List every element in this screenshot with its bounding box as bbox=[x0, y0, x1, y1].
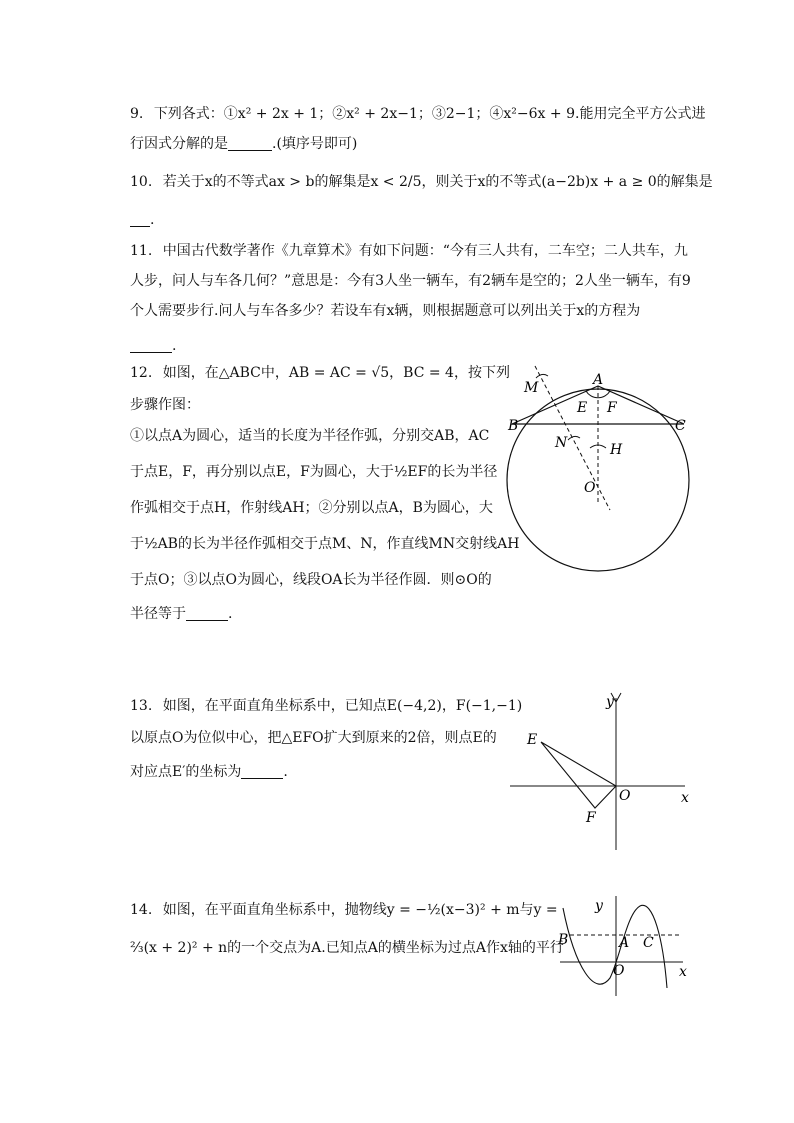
answer-blank bbox=[130, 212, 150, 227]
label-y: y bbox=[606, 694, 614, 710]
q11-line-1 bbox=[130, 241, 688, 261]
label-o: O bbox=[584, 480, 596, 496]
q13-line-3 bbox=[130, 762, 288, 782]
answer-blank bbox=[241, 764, 283, 779]
q12-line-4 bbox=[130, 462, 497, 482]
q9-line-1 bbox=[130, 104, 705, 124]
q13-text-3-suffix: . bbox=[283, 764, 288, 780]
arc-m bbox=[536, 374, 548, 378]
arc-n bbox=[568, 436, 580, 440]
label-b: B bbox=[558, 932, 569, 948]
q13-figure bbox=[505, 690, 700, 855]
q11-line-2 bbox=[130, 271, 691, 291]
answer-blank bbox=[228, 136, 272, 151]
q11-number: 11. bbox=[130, 243, 153, 259]
label-h: H bbox=[610, 442, 623, 458]
q12-text-6: 于½AB的长为半径作弧相交于点M、N，作直线MN交射线AH bbox=[130, 536, 520, 552]
q12-line-1 bbox=[130, 363, 510, 383]
q9-text-2-suffix: .(填序号即可) bbox=[272, 136, 358, 152]
q9-line-2 bbox=[130, 134, 357, 154]
label-n: N bbox=[555, 435, 568, 451]
q10-text-1: 若关于x的不等式ax > b的解集是x < 2/5，则关于x的不等式(a−2b)x + a ≥ 0的解集是 bbox=[162, 174, 713, 190]
q12-line-5 bbox=[130, 498, 493, 518]
q11-text-2: 人步，问人与车各几何？”意思是：今有3人坐一辆车，有2辆车是空的；2人坐一辆车，有9 bbox=[130, 273, 691, 289]
q10-line-1 bbox=[130, 172, 713, 192]
arc-h bbox=[590, 445, 606, 448]
q13-text-2: 以原点O为位似中心，把△EFO扩大到原来的2倍，则点E的 bbox=[130, 730, 497, 746]
q12-line-6 bbox=[130, 534, 519, 554]
q13-number: 13. bbox=[130, 698, 153, 714]
label-e: E bbox=[527, 732, 538, 748]
q14-text-1: 如图，在平面直角坐标系中，抛物线y = −½(x−3)² + m与y = bbox=[162, 902, 558, 918]
q12-text-1: 如图，在△ABC中，AB = AC = √5，BC = 4，按下列 bbox=[162, 365, 510, 381]
label-a: A bbox=[593, 372, 604, 388]
q11-text-4-suffix: . bbox=[172, 338, 177, 354]
label-x: x bbox=[681, 790, 689, 806]
q13-text-1: 如图，在平面直角坐标系中，已知点E(−4,2)，F(−1,−1) bbox=[162, 698, 523, 714]
q12-text-2: 步骤作图： bbox=[130, 397, 200, 413]
q14-figure bbox=[555, 888, 695, 998]
q10-text-2-suffix: . bbox=[150, 212, 155, 228]
q12-line-3 bbox=[130, 426, 489, 446]
label-o: O bbox=[613, 963, 625, 979]
label-f: F bbox=[607, 400, 617, 416]
q12-text-4: 于点E，F，再分别以点E，F为圆心，大于½EF的长为半径 bbox=[130, 464, 498, 480]
q13-text-3-prefix: 对应点E′的坐标为 bbox=[130, 764, 242, 780]
q14-text-2: ⅔(x + 2)² + n的一个交点为A.已知点A的横坐标为过点A作x轴的平行 bbox=[130, 940, 564, 956]
q13-line-2 bbox=[130, 728, 497, 748]
q12-figure bbox=[500, 360, 700, 580]
q14-line-1 bbox=[130, 900, 558, 920]
q12-number: 12. bbox=[130, 365, 153, 381]
q12-text-8-prefix: 半径等于 bbox=[130, 606, 186, 622]
label-o: O bbox=[619, 788, 631, 804]
label-e: E bbox=[577, 400, 588, 416]
answer-blank bbox=[186, 606, 228, 621]
label-c: C bbox=[643, 935, 654, 951]
q12-text-5: 作弧相交于点H，作射线AH；②分别以点A，B为圆心，大 bbox=[130, 500, 493, 516]
q11-text-3: 个人需要步行.问人与车各多少？若设车有x辆，则根据题意可以列出关于x的方程为 bbox=[130, 303, 641, 319]
q12-text-3: ①以点A为圆心，适当的长度为半径作弧，分别交AB，AC bbox=[130, 428, 490, 444]
q14-number: 14. bbox=[130, 902, 153, 918]
q14-line-2 bbox=[130, 938, 564, 958]
q12-text-7: 于点O；③以点O为圆心，线段OA长为半径作圆．则⊙O的 bbox=[130, 572, 492, 588]
q10-number: 10. bbox=[130, 174, 153, 190]
q11-line-3 bbox=[130, 301, 640, 321]
q9-text-1: 下列各式：①x² + 2x + 1；②x² + 2x−1；③2−1；④x²−6x + 9.能用完全平方公式进 bbox=[153, 106, 706, 122]
q11-line-4 bbox=[130, 336, 176, 356]
q9-text-2-prefix: 行因式分解的是 bbox=[130, 136, 228, 152]
label-f: F bbox=[586, 810, 596, 826]
q12-line-2 bbox=[130, 395, 200, 415]
q10-line-2 bbox=[130, 210, 154, 230]
q12-line-8 bbox=[130, 604, 232, 624]
q11-text-1: 中国古代数学著作《九章算术》有如下问题：“今有三人共有，二车空；二人共车，九 bbox=[162, 243, 688, 259]
label-b: B bbox=[508, 418, 519, 434]
answer-blank bbox=[130, 338, 172, 353]
triangle-efo bbox=[541, 742, 616, 808]
q9-number: 9. bbox=[130, 106, 144, 122]
label-c: C bbox=[675, 418, 686, 434]
label-y: y bbox=[595, 898, 603, 914]
q12-text-8-suffix: . bbox=[228, 606, 233, 622]
label-x: x bbox=[679, 964, 687, 980]
label-m: M bbox=[524, 380, 539, 396]
q12-line-7 bbox=[130, 570, 492, 590]
q13-line-1 bbox=[130, 696, 522, 716]
label-a: A bbox=[619, 935, 630, 951]
